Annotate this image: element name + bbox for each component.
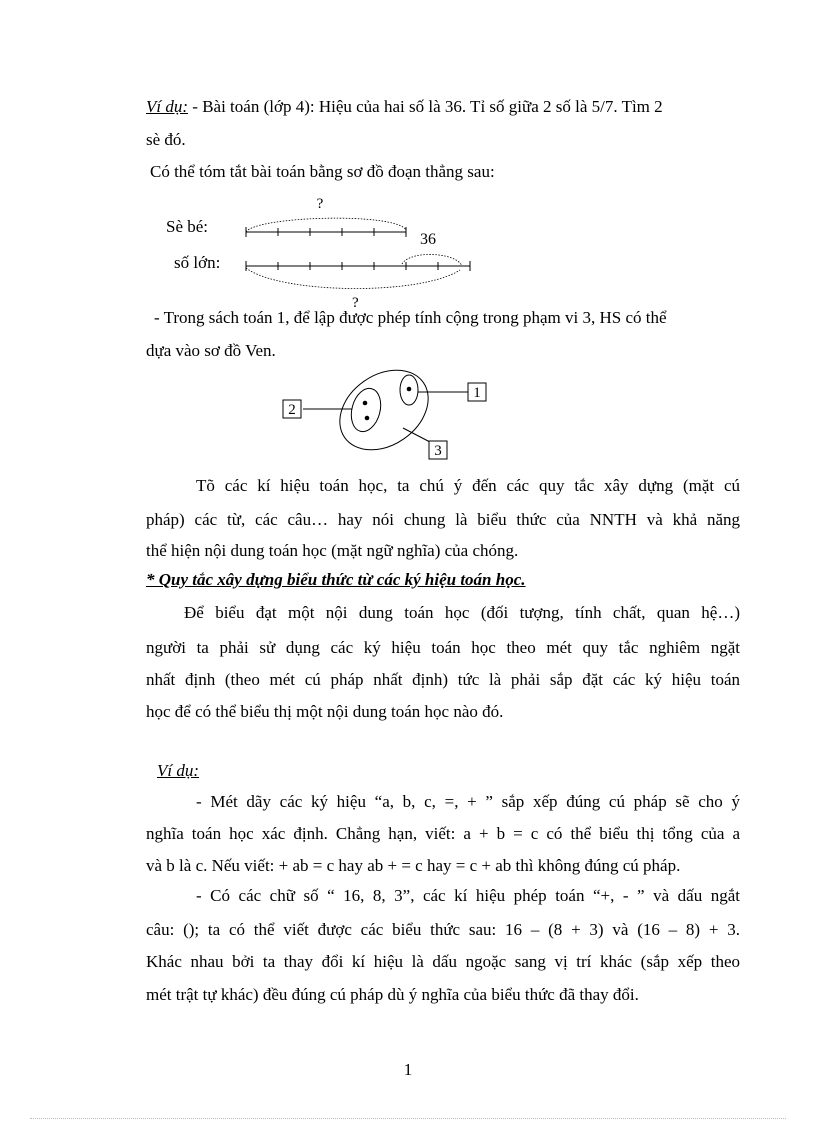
example1-text: - Bài toán (lớp 4): Hiệu của hai số là 36. Tỉ số giữa 2 số là 5/7. Tìm 2 <box>188 97 663 116</box>
paragraph1-line3: thể hiện nội dung toán học (mặt ngữ nghĩa) của chóng. <box>146 541 519 560</box>
paragraph2-line2: người ta phải sử dụng các ký hiệu toán học theo mét quy tắc nghiêm ngặt <box>146 638 740 657</box>
venn-diagram <box>278 360 498 464</box>
page-number: 1 <box>403 1060 413 1079</box>
venn-dot <box>407 387 412 392</box>
venn-dot <box>365 416 370 421</box>
paragraph4-line4: mét trật tự khác) đều đúng cú pháp dù ý nghĩa của biểu thức đã thay đổi. <box>146 985 639 1004</box>
venn-dot <box>363 401 368 406</box>
venn-label-three: 3 <box>434 443 442 459</box>
difference-value: 36 <box>420 231 436 248</box>
paragraph2-line3: nhất định (theo mét cú pháp nhất định) tức là phải sắp đặt các ký hiệu toán <box>146 670 740 689</box>
paragraph3-line3: và b là c. Nếu viết: + ab = c hay ab + = c hay = c + ab thì không đúng cú pháp. <box>146 856 681 875</box>
small-number-segment <box>246 227 406 237</box>
big-number-label: số lớn: <box>174 253 221 272</box>
paragraph4-line2: câu: (); ta có thể viết được các biểu thức sau: 16 – (8 + 3) và (16 – 8) + 3. <box>146 920 740 939</box>
book-note-line2: dựa vào sơ đồ Ven. <box>146 341 276 360</box>
paragraph4-line3: Khác nhau bởi ta thay đổi kí hiệu là dấu ngoặc sang vị trí khác (sắp xếp theo <box>146 952 740 971</box>
section-heading: * Quy tắc xây dựng biểu thức từ các ký hiệu toán học. <box>146 570 526 589</box>
example1-line1 <box>146 96 663 118</box>
question-bottom: ? <box>352 295 359 310</box>
paragraph1-line2: pháp) các từ, các câu… hay nói chung là biểu thức của NNTH và khả năng <box>146 510 740 529</box>
paragraph2-line1: Để biểu đạt một nội dung toán học (đối tượng, tính chất, quan hệ…) <box>184 603 740 622</box>
brace-top <box>246 218 406 232</box>
venn-label-two: 2 <box>288 402 296 418</box>
example1-line2: sè đó. <box>146 130 186 149</box>
paragraph4-line1: - Có các chữ số “ 16, 8, 3”, các kí hiệu phép toán “+, - ” và dấu ngắt <box>196 886 740 905</box>
venn-outer-set <box>325 360 444 464</box>
summary-intro: Có thể tóm tắt bài toán bằng sơ đồ đoạn thẳng sau: <box>150 162 495 181</box>
paragraph3-line2: nghĩa toán học xác định. Chẳng hạn, viết: a + b = c có thể biểu thị tổng của a <box>146 824 740 843</box>
book-note-line1: - Trong sách toán 1, để lập được phép tính cộng trong phạm vi 3, HS có thể <box>154 308 667 327</box>
footer-divider <box>30 1118 786 1119</box>
example1-label: Ví dụ: <box>146 97 189 116</box>
paragraph3-line1: - Mét dãy các ký hiệu “a, b, c, =, + ” sắp xếp đúng cú pháp sẽ cho ý <box>196 792 740 811</box>
segment-diagram <box>160 190 480 310</box>
example2-label: Ví dụ: <box>157 761 200 780</box>
paragraph2-line4: học để có thể biểu thị một nội dung toán học nào đó. <box>146 702 504 721</box>
brace-difference <box>402 254 462 266</box>
venn-label-one: 1 <box>473 385 481 401</box>
small-number-label: Sè bé: <box>166 217 209 236</box>
big-number-segment <box>246 261 470 271</box>
question-top: ? <box>316 196 324 212</box>
venn-set-two <box>347 385 385 435</box>
venn-pointer-three <box>403 428 430 442</box>
paragraph1-line1: Tõ các kí hiệu toán học, ta chú ý đến các quy tắc xây dựng (mặt cú <box>196 476 740 495</box>
brace-bottom <box>246 268 460 289</box>
